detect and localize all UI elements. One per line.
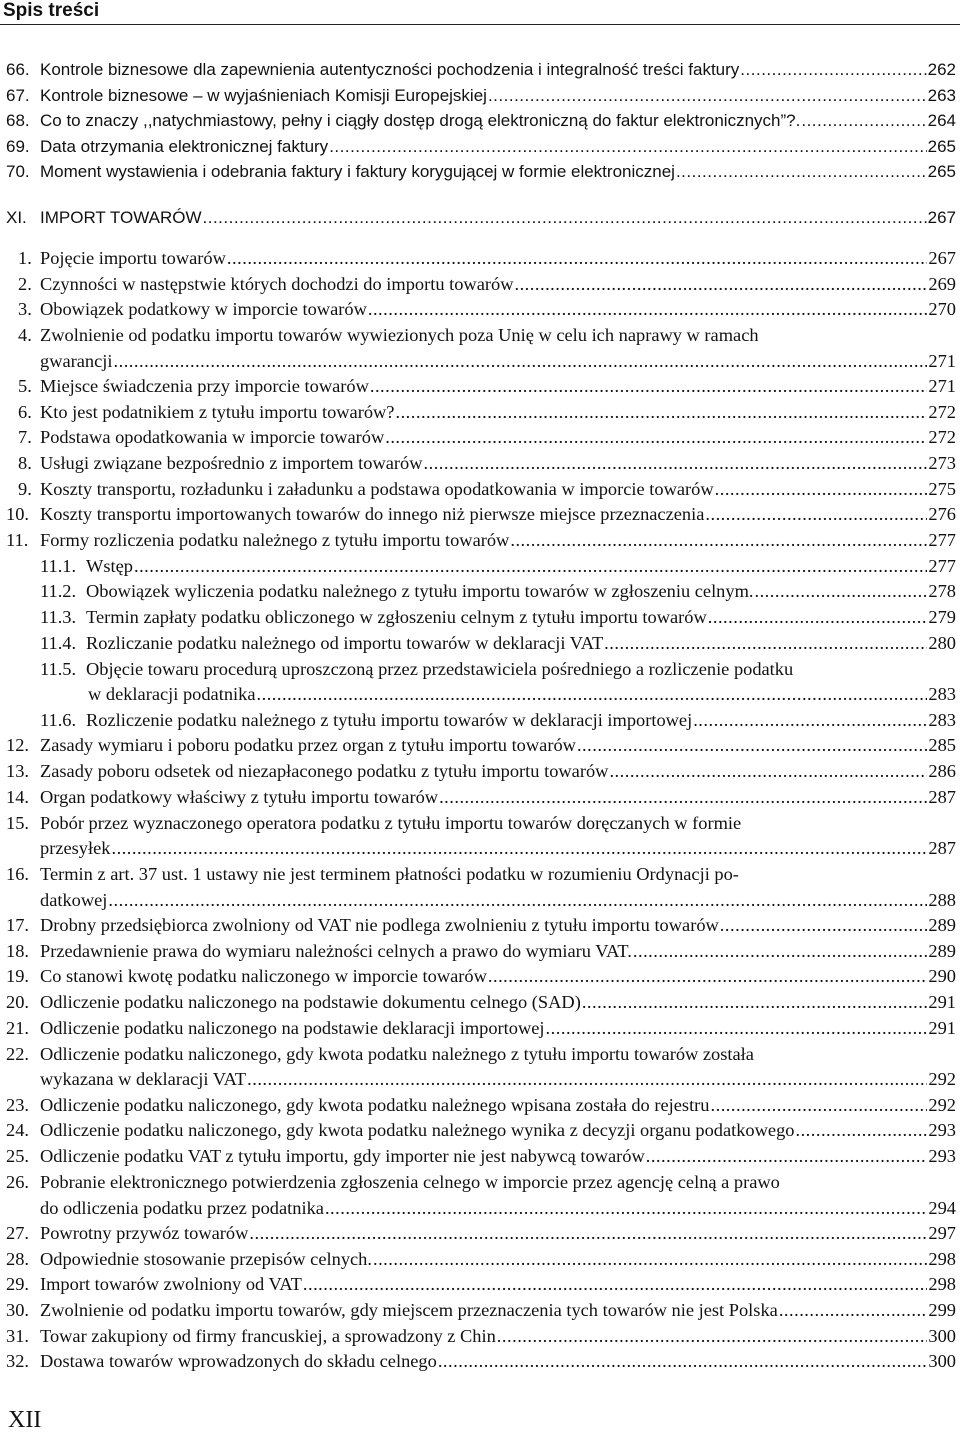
toc-entry — [0, 477, 956, 503]
toc-entry-number: 11.6. — [40, 710, 77, 730]
toc-entry — [0, 1221, 956, 1247]
toc-entry-page: 267 — [928, 248, 956, 268]
toc-entry — [0, 605, 956, 631]
toc-entry-continuation — [0, 836, 956, 862]
toc-entry-page: 262 — [927, 60, 956, 79]
toc-entry-number: 30. — [6, 1300, 29, 1320]
toc-entry — [0, 1298, 956, 1324]
toc-entry-page: 285 — [928, 735, 956, 755]
toc-entry-page: 264 — [927, 111, 956, 130]
toc-entry-title-continued: przesyłek — [40, 838, 111, 858]
dot-leader — [715, 477, 928, 503]
toc-entry-page: 300 — [928, 1351, 956, 1371]
dot-leader — [795, 1118, 927, 1144]
toc-entry-title: Miejsce świadczenia przy imporcie towarów — [40, 376, 369, 396]
toc-entry-page: 273 — [928, 453, 956, 473]
toc-entry-number: 4. — [18, 325, 32, 345]
toc-entry — [0, 862, 956, 888]
dot-leader — [439, 785, 927, 811]
toc-entry-title: Termin z art. 37 ust. 1 ustawy nie jest terminem płatności podatku w rozumieniu Ordynacji po- — [40, 864, 739, 884]
toc-entry — [0, 323, 956, 349]
toc-entry-number: 11. — [6, 530, 29, 550]
toc-entry-number: 5. — [18, 376, 32, 396]
toc-entry — [0, 1170, 956, 1196]
toc-entry-page: 278 — [928, 581, 956, 601]
dot-leader — [424, 451, 928, 477]
toc-entry — [0, 1042, 956, 1068]
toc-entry-page: 298 — [928, 1274, 956, 1294]
toc-entry — [0, 108, 956, 134]
dot-leader — [514, 272, 927, 298]
toc-entry — [0, 1144, 956, 1170]
toc-entry — [0, 57, 956, 83]
toc-entry-page: 270 — [928, 299, 956, 319]
toc-entry — [0, 246, 956, 272]
toc-entry — [0, 159, 956, 185]
toc-entry — [0, 1016, 956, 1042]
toc-entry-title: Dostawa towarów wprowadzonych do składu celnego — [40, 1351, 437, 1371]
toc-entry-number: 19. — [6, 966, 29, 986]
toc-entry-number: 11.2. — [40, 581, 77, 601]
dot-leader — [368, 297, 928, 323]
toc-entry-page: 297 — [928, 1223, 956, 1243]
toc-entry-page: 298 — [928, 1249, 956, 1269]
toc-entry-title: Czynności w następstwie których dochodzi do importu towarów — [40, 274, 514, 294]
dot-leader — [257, 682, 928, 708]
toc-entry-title: Data otrzymania elektronicznej faktury — [40, 137, 329, 156]
toc-entry — [0, 913, 956, 939]
toc-entry-title: Obowiązek podatkowy w imporcie towarów — [40, 299, 367, 319]
toc-entry-page: 265 — [927, 137, 956, 156]
toc-entry-number: 22. — [6, 1044, 29, 1064]
toc-entry-number: 10. — [6, 504, 29, 524]
dot-leader — [249, 1221, 927, 1247]
toc-entry-continuation — [0, 682, 956, 708]
dot-leader — [488, 83, 927, 109]
footer-page-number: XII — [8, 1407, 42, 1433]
toc-entry-number: 24. — [6, 1120, 29, 1140]
toc-entry-number: 70. — [6, 162, 30, 181]
toc-entry-number: 11.5. — [40, 659, 77, 679]
toc-entry-title: Odliczenie podatku VAT z tytułu importu, gdy importer nie jest nabywcą towarów — [40, 1146, 645, 1166]
toc-entry-continuation — [0, 888, 956, 914]
toc-entry-title: Zasady poboru odsetek od niezapłaconego podatku z tytułu importu towarów — [40, 761, 609, 781]
toc-entry — [0, 1272, 956, 1298]
toc-entry-number: 29. — [6, 1274, 29, 1294]
toc-entry-continuation — [0, 1067, 956, 1093]
dot-leader — [546, 1016, 928, 1042]
toc-entry-page: 294 — [928, 1198, 956, 1218]
toc-entry-page: 291 — [928, 1018, 956, 1038]
dot-leader — [646, 1144, 928, 1170]
toc-entry-page: 289 — [928, 915, 956, 935]
dot-leader — [385, 425, 927, 451]
toc-entry — [0, 1118, 956, 1144]
toc-entry-number: 14. — [6, 787, 29, 807]
toc-entry-title: Pojęcie importu towarów — [40, 248, 226, 268]
toc-entry — [0, 657, 956, 683]
dot-leader — [134, 554, 927, 580]
toc-entry-number: 31. — [6, 1326, 29, 1346]
toc-entry-number: 8. — [18, 453, 32, 473]
toc-entry-page: 300 — [928, 1326, 956, 1346]
toc-entry-title: Pobranie elektronicznego potwierdzenia zgłoszenia celnego w imporcie przez agencję celną a prawo — [40, 1172, 780, 1192]
toc-entry-number: 12. — [6, 735, 29, 755]
toc-entry — [0, 785, 956, 811]
toc-entry-title: Koszty transportu importowanych towarów do innego niż pierwsze miejsce przeznaczenia — [40, 504, 705, 524]
toc-entry-page: 291 — [928, 992, 956, 1012]
page-title: Spis treści — [3, 0, 100, 21]
dot-leader — [497, 1324, 928, 1350]
toc-entry — [0, 205, 956, 231]
toc-entry-number: 69. — [6, 137, 30, 156]
toc-entry-title: Odliczenie podatku naliczonego na podstawie dokumentu celnego (SAD) — [40, 992, 581, 1012]
toc-entry-title: Kontrole biznesowe – w wyjaśnieniach Komisji Europejskiej — [40, 86, 487, 105]
toc-entry — [0, 297, 956, 323]
dot-leader — [633, 939, 928, 965]
toc-entry-title: Usługi związane bezpośrednio z importem towarów — [40, 453, 423, 473]
toc-entry-page: 280 — [928, 633, 956, 653]
toc-entry — [0, 554, 956, 580]
toc-entry-page: 277 — [928, 556, 956, 576]
toc-entry-number: 16. — [6, 864, 29, 884]
toc-entry-title: Powrotny przywóz towarów — [40, 1223, 249, 1243]
toc-entry — [0, 83, 956, 109]
toc-entry-title: Drobny przedsiębiorca zwolniony od VAT nie podlega zwolnieniu z tytułu importu towarów — [40, 915, 719, 935]
toc-entry — [0, 502, 956, 528]
dot-leader — [227, 246, 927, 272]
toc-entry — [0, 939, 956, 965]
toc-entry-page: 287 — [928, 787, 956, 807]
dot-leader — [203, 205, 927, 231]
toc-entry-page: 271 — [928, 376, 956, 396]
toc-entry-page: 272 — [928, 427, 956, 447]
toc-entry — [0, 811, 956, 837]
toc-entry-title: Rozliczenie podatku należnego z tytułu importu towarów w deklaracji importowej — [86, 710, 693, 730]
toc-entry-title: Odpowiednie stosowanie przepisów celnych. — [40, 1249, 372, 1269]
toc-entry-title: Odliczenie podatku naliczonego, gdy kwota podatku należnego wynika z decyzji organu podatkowego — [40, 1120, 795, 1140]
toc-entry-number: XI. — [6, 208, 27, 227]
dot-leader — [676, 159, 927, 185]
toc-entry-title: Wstęp — [86, 556, 133, 576]
toc-entry-number: 32. — [6, 1351, 29, 1371]
toc-entry — [0, 990, 956, 1016]
toc-entry-number: 21. — [6, 1018, 29, 1038]
toc-entry-page: 286 — [928, 761, 956, 781]
dot-leader — [329, 134, 926, 160]
toc-entry-title: Kontrole biznesowe dla zapewnienia autentyczności pochodzenia i integralność treści faktury — [40, 60, 740, 79]
toc-entry — [0, 708, 956, 734]
toc-entry-number: 11.4. — [40, 633, 77, 653]
toc-entry — [0, 1247, 956, 1273]
toc-entry-page: 299 — [928, 1300, 956, 1320]
toc-entry-page: 271 — [928, 351, 956, 371]
toc-entry-title: Termin zapłaty podatku obliczonego w zgłoszeniu celnym z tytułu importu towarów — [86, 607, 707, 627]
toc-entry-page: 263 — [927, 86, 956, 105]
dot-leader — [711, 1093, 928, 1119]
dot-leader — [325, 1196, 927, 1222]
page-header — [0, 0, 960, 26]
dot-leader — [510, 528, 927, 554]
toc-entry-number: 68. — [6, 111, 30, 130]
toc-entry-page: 288 — [928, 890, 956, 910]
dot-leader — [720, 913, 928, 939]
toc-entry-number: 28. — [6, 1249, 29, 1269]
dot-leader — [754, 579, 927, 605]
dot-leader — [488, 964, 928, 990]
toc-entry-title: Zwolnienie od podatku importu towarów, gdy miejscem przeznaczenia tych towarów nie jest Polska — [40, 1300, 778, 1320]
toc-entry-title: Pobór przez wyznaczonego operatora podatku z tytułu importu towarów doręczanych w formie — [40, 813, 742, 833]
toc-entry — [0, 374, 956, 400]
toc-entry-title: Odliczenie podatku naliczonego, gdy kwota podatku należnego wpisana została do rejestru — [40, 1095, 710, 1115]
toc-entry-page: 267 — [927, 208, 956, 227]
toc-entry-page: 279 — [928, 607, 956, 627]
toc-entry-page: 272 — [928, 402, 956, 422]
toc-entry-title: Rozliczanie podatku należnego od importu towarów w deklaracji VAT — [86, 633, 604, 653]
toc-entry-number: 25. — [6, 1146, 29, 1166]
toc-entry-title: Obowiązek wyliczenia podatku należnego z tytułu importu towarów w zgłoszeniu celnym. — [86, 581, 754, 601]
dot-leader — [609, 759, 927, 785]
toc-entry-page: 265 — [927, 162, 956, 181]
toc-entry — [0, 451, 956, 477]
toc-entry — [0, 425, 956, 451]
toc-entry-page: 292 — [928, 1095, 956, 1115]
toc-entry-number: 1. — [18, 248, 32, 268]
dot-leader — [247, 1067, 927, 1093]
toc-entry — [0, 579, 956, 605]
toc-entry-page: 275 — [928, 479, 956, 499]
toc-entry-title: IMPORT TOWARÓW — [40, 208, 202, 227]
toc-entry-page: 269 — [928, 274, 956, 294]
dot-leader — [604, 631, 927, 657]
toc-entry-number: 26. — [6, 1172, 29, 1192]
toc-entry-page: 292 — [928, 1069, 956, 1089]
toc-entry-title: Import towarów zwolniony od VAT — [40, 1274, 302, 1294]
toc-entry-page: 287 — [928, 838, 956, 858]
toc-entry-number: 11.1. — [40, 556, 77, 576]
toc-entry — [0, 1324, 956, 1350]
toc-entry — [0, 400, 956, 426]
toc-entry — [0, 631, 956, 657]
dot-leader — [705, 502, 927, 528]
toc-entry — [0, 733, 956, 759]
toc-entry — [0, 1093, 956, 1119]
toc-entry-title: Co to znaczy ,,natychmiastowy, pełny i ciągły dostęp drogą elektroniczną do faktur elektronicznych”?. — [40, 111, 801, 130]
toc-entry-page: 290 — [928, 966, 956, 986]
toc-entry — [0, 272, 956, 298]
dot-leader — [693, 708, 927, 734]
toc-entry-title: Kto jest podatnikiem z tytułu importu towarów? — [40, 402, 395, 422]
dot-leader — [779, 1298, 928, 1324]
toc-entry-number: 66. — [6, 60, 30, 79]
toc-entry-title: Zwolnienie od podatku importu towarów wywiezionych poza Unię w celu ich naprawy w ramach — [40, 325, 759, 345]
toc-entry-number: 27. — [6, 1223, 29, 1243]
toc-entry-number: 23. — [6, 1095, 29, 1115]
toc-entry-title: Odliczenie podatku naliczonego, gdy kwota podatku należnego z tytułu importu towarów została — [40, 1044, 754, 1064]
toc-entry-title-continued: wykazana w deklaracji VAT — [40, 1069, 247, 1089]
toc-entry-number: 6. — [18, 402, 32, 422]
toc-entry-number: 11.3. — [40, 607, 77, 627]
toc-entry-title: Zasady wymiaru i poboru podatku przez organ z tytułu importu towarów — [40, 735, 576, 755]
toc-entry — [0, 1349, 956, 1375]
dot-leader — [395, 400, 927, 426]
toc-entry-page: 283 — [928, 684, 956, 704]
toc-entry-page: 277 — [928, 530, 956, 550]
toc-entry-page: 293 — [928, 1146, 956, 1166]
toc-entry — [0, 964, 956, 990]
dot-leader — [740, 57, 926, 83]
toc-entry-number: 67. — [6, 86, 30, 105]
toc-entry-number: 15. — [6, 813, 29, 833]
toc-entry-title: Przedawnienie prawa do wymiaru należności celnych a prawo do wymiaru VAT. — [40, 941, 632, 961]
toc-entry-title: Podstawa opodatkowania w imporcie towarów — [40, 427, 385, 447]
toc-entry-title: Co stanowi kwotę podatku naliczonego w imporcie towarów — [40, 966, 487, 986]
toc-entry — [0, 759, 956, 785]
toc-entry-title: Organ podatkowy właściwy z tytułu importu towarów — [40, 787, 439, 807]
toc-entry-page: 276 — [928, 504, 956, 524]
dot-leader — [582, 990, 928, 1016]
toc-entry — [0, 134, 956, 160]
toc-entry-title: Objęcie towaru procedurą uproszczoną przez przedstawiciela pośredniego a rozliczenie podatku — [86, 659, 794, 679]
toc-entry-continuation — [0, 1196, 956, 1222]
toc-entry-title-continued: w deklaracji podatnika — [88, 684, 256, 704]
toc-entry-title: Koszty transportu, rozładunku i załadunku a podstawa opodatkowania w imporcie towarów — [40, 479, 714, 499]
dot-leader — [438, 1349, 928, 1375]
dot-leader — [577, 733, 927, 759]
dot-leader — [373, 1247, 927, 1273]
toc-entry-number: 13. — [6, 761, 29, 781]
dot-leader — [108, 888, 927, 914]
toc-entry-continuation — [0, 349, 956, 375]
dot-leader — [708, 605, 928, 631]
dot-leader — [370, 374, 928, 400]
toc-entry-number: 2. — [18, 274, 32, 294]
toc-entry-number: 17. — [6, 915, 29, 935]
toc-entry-title-continued: gwarancji — [40, 351, 113, 371]
toc-entry-title: Formy rozliczenia podatku należnego z tytułu importu towarów — [40, 530, 510, 550]
toc-entry — [0, 528, 956, 554]
toc-entry-number: 7. — [18, 427, 32, 447]
dot-leader — [111, 836, 927, 862]
toc-entry-page: 283 — [928, 710, 956, 730]
toc-entry-page: 289 — [928, 941, 956, 961]
toc-entry-title: Odliczenie podatku naliczonego na podstawie deklaracji importowej — [40, 1018, 545, 1038]
toc-entry-number: 20. — [6, 992, 29, 1012]
dot-leader — [303, 1272, 928, 1298]
toc-entry-title-continued: do odliczenia podatku przez podatnika — [40, 1198, 324, 1218]
toc-entry-number: 9. — [18, 479, 32, 499]
toc-entry-number: 3. — [18, 299, 32, 319]
dot-leader — [114, 349, 928, 375]
toc-entry-page: 293 — [928, 1120, 956, 1140]
toc-entry-title: Towar zakupiony od firmy francuskiej, a sprowadzony z Chin — [40, 1326, 496, 1346]
header-rule — [0, 24, 960, 25]
dot-leader — [801, 108, 926, 134]
toc-entry-title: Moment wystawienia i odebrania faktury i faktury korygującej w formie elektronicznej — [40, 162, 675, 181]
toc-entry-title-continued: datkowej — [40, 890, 108, 910]
toc-entry-number: 18. — [6, 941, 29, 961]
